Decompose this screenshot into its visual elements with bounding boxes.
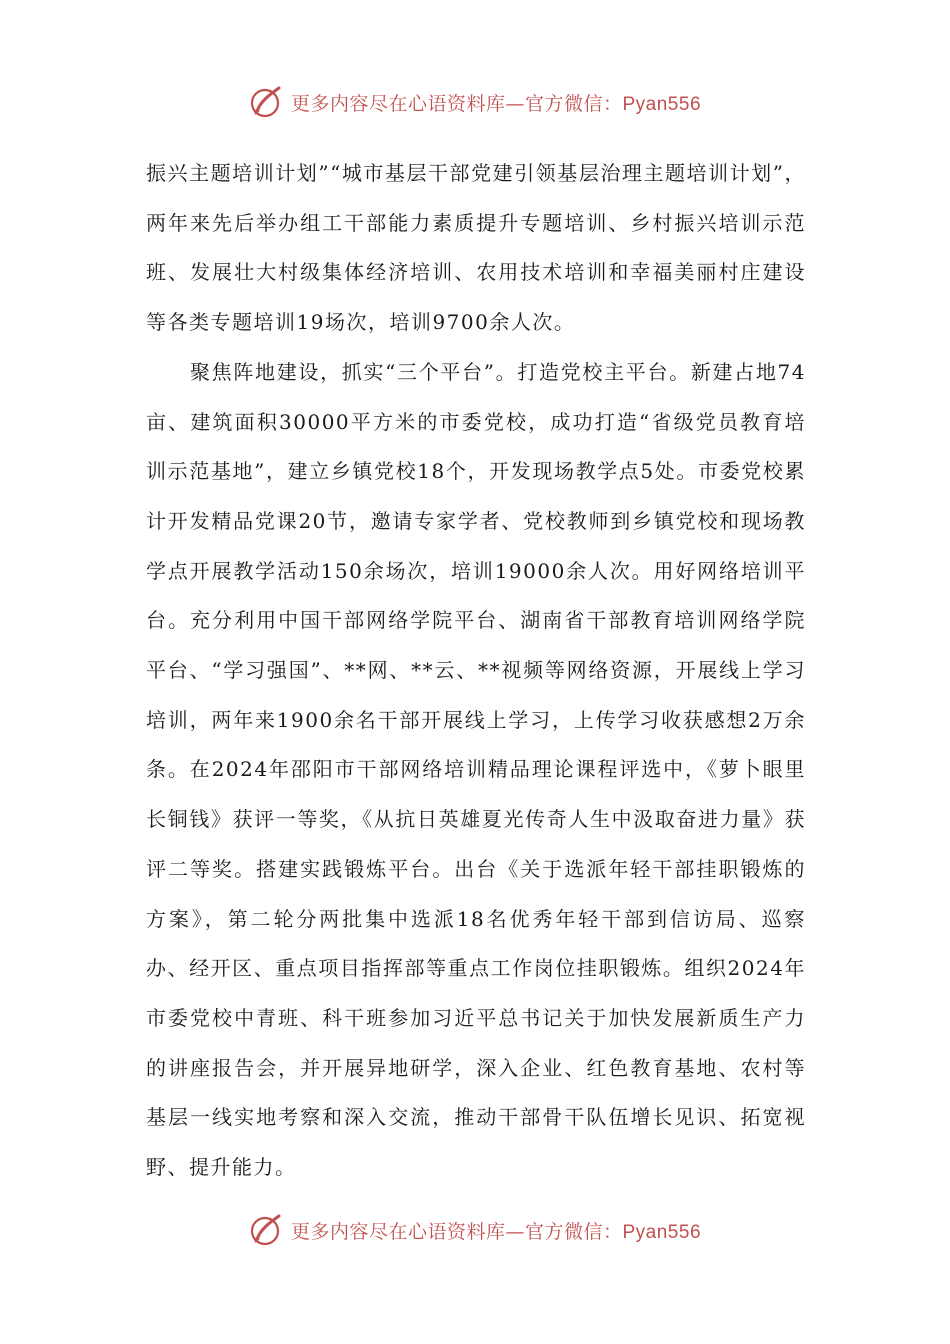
header-text xyxy=(291,89,701,116)
document-body xyxy=(146,149,806,1193)
footer-banner xyxy=(0,1212,950,1248)
pen-logo-icon xyxy=(249,85,283,119)
header-wechat-handle: Pyan556 xyxy=(622,93,702,115)
pen-logo-icon xyxy=(249,1213,283,1247)
footer-site-text: 更多内容尽在心语资料库—官方微信： xyxy=(290,1220,623,1243)
paragraph-2: 聚焦阵地建设，抓实“三个平台”。打造党校主平台。新建占地74亩、建筑面积30000平方米的市委党校，成功打造“省级党员教育培训示范基地”，建立乡镇党校18个，开发现场教学点5处。市委党校累计开发精品党课20节，邀请专家学者、党校教师到乡镇党校和现场教学点开展教学活动150余场次，培训19000余人次。用好网络培训平台。充分利用中国干部网络学院平台、湖南省干部教育培训网络学院平台、“学习强国”、**网、**云、**视频等网络资源，开展线上学习培训，两年来1900余名干部开展线上学习，上传学习收获感想2万余条。在2024年邵阳市干部网络培训精品理论课程评选中，《萝卜眼里长铜钱》获评一等奖，《从抗日英雄夏光传奇人生中汲取奋进力量》获评二等奖。搭建实践锻炼平台。出台《关于选派年轻干部挂职锻炼的方案》，第二轮分两批集中选派18名优秀年轻干部到信访局、巡察办、经开区、重点项目指挥部等重点工作岗位挂职锻炼。组织2024年市委党校中青班、科干班参加习近平总书记关于加快发展新质生产力的讲座报告会，并开展异地研学，深入企业、红色教育基地、农村等基层一线实地考察和深入交流，推动干部骨干队伍增长见识、拓宽视野、提升能力。 xyxy=(146,359,806,1180)
footer-wechat-handle: Pyan556 xyxy=(622,1221,702,1243)
header-banner xyxy=(0,84,950,120)
header-site-text: 更多内容尽在心语资料库—官方微信： xyxy=(290,92,623,115)
paragraph-1: 振兴主题培训计划”“城市基层干部党建引领基层治理主题培训计划”，两年来先后举办组工干部能力素质提升专题培训、乡村振兴培训示范班、发展壮大村级集体经济培训、农用技术培训和幸福美丽村庄建设等各类专题培训19场次，培训9700余人次。 xyxy=(146,161,806,335)
footer-text xyxy=(291,1217,701,1244)
